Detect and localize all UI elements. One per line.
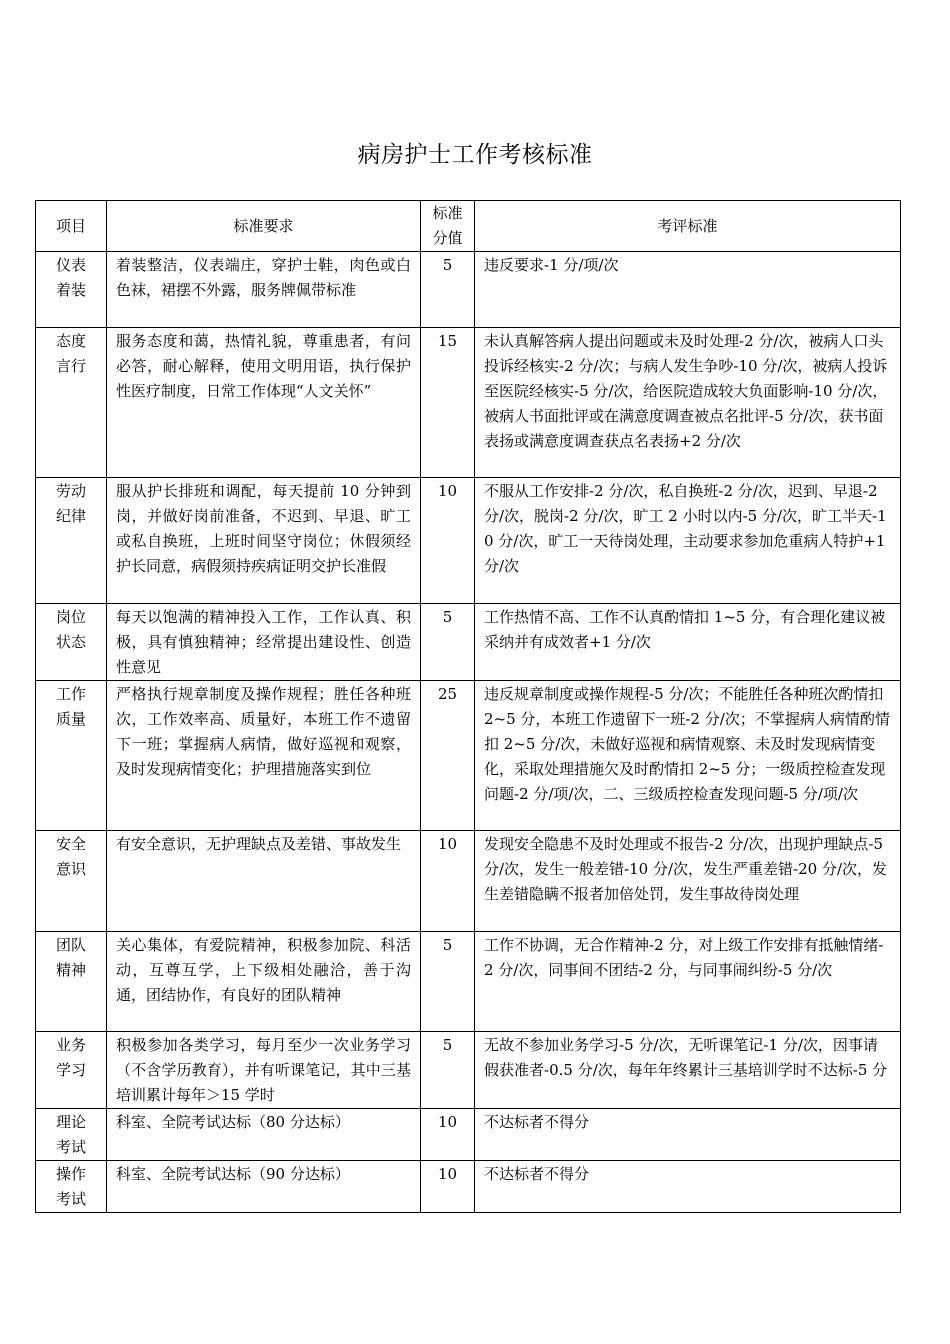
item-cell: [36, 681, 107, 831]
table-row: [36, 681, 901, 831]
item-line1: 操作: [55, 1165, 86, 1183]
item-line2: 着装: [55, 281, 86, 299]
header-score-line2: 分值: [432, 229, 463, 247]
item-cell: [36, 831, 107, 932]
score-cell: 5: [421, 252, 475, 328]
item-line1: 安全: [55, 835, 86, 853]
criteria-cell: 未认真解答病人提出问题或未及时处理-2 分/次，被病人口头投诉经核实-2 分/次；与病人发生争吵-10 分/次，被病人投诉至医院经核实-5 分/次，给医院造成较大负面影响-10 分/次，被病人书面批评或在满意度调查被点名批评-5 分/次，获书面表扬或满意度调查获点名表扬+2 分/次: [475, 328, 901, 478]
requirement-cell: 严格执行规章制度及操作规程；胜任各种班次，工作效率高、质量好，本班工作不遗留下一班；掌握病人病情，做好巡视和观察，及时发现病情变化；护理措施落实到位: [107, 681, 421, 831]
item-cell: [36, 478, 107, 604]
item-line1: 劳动: [55, 482, 86, 500]
item-cell: [36, 252, 107, 328]
header-row: [36, 201, 901, 252]
item-line2: 言行: [55, 357, 86, 375]
requirement-cell: 每天以饱满的精神投入工作，工作认真、积极，具有慎独精神；经常提出建设性、创造性意见: [107, 604, 421, 681]
item-cell: [36, 328, 107, 478]
score-cell: 10: [421, 478, 475, 604]
item-cell: [36, 932, 107, 1032]
table-row: [36, 252, 901, 328]
header-criteria: 考评标准: [475, 201, 901, 252]
item-line2: 状态: [55, 633, 86, 651]
requirement-cell: 关心集体，有爱院精神，积极参加院、科活动，互尊互学，上下级相处融洽，善于沟通，团结协作，有良好的团队精神: [107, 932, 421, 1032]
score-cell: 5: [421, 604, 475, 681]
criteria-cell: 不达标者不得分: [475, 1161, 901, 1213]
score-cell: 5: [421, 932, 475, 1032]
score-cell: 10: [421, 831, 475, 932]
item-line2: 考试: [55, 1138, 86, 1156]
table-row: [36, 328, 901, 478]
item-line1: 岗位: [55, 608, 86, 626]
requirement-cell: 服务态度和蔼，热情礼貌，尊重患者，有问必答，耐心解释，使用文明用语，执行保护性医疗制度，日常工作体现“人文关怀”: [107, 328, 421, 478]
score-cell: 25: [421, 681, 475, 831]
header-score-line1: 标准: [432, 204, 463, 222]
item-line2: 质量: [55, 710, 86, 728]
score-cell: 5: [421, 1032, 475, 1109]
criteria-cell: 违反要求-1 分/项/次: [475, 252, 901, 328]
item-line2: 学习: [55, 1061, 86, 1079]
table-row: [36, 1161, 901, 1213]
criteria-cell: 不服从工作安排-2 分/次，私自换班-2 分/次，迟到、早退-2 分/次，脱岗-2 分/次，旷工 2 小时以内-5 分/次，旷工半天-10 分/次，旷工一天待岗处理，主动要求参加危重病人特护+1 分/次: [475, 478, 901, 604]
table-row: [36, 604, 901, 681]
item-cell: [36, 604, 107, 681]
header-requirement: 标准要求: [107, 201, 421, 252]
item-line1: 工作: [55, 685, 86, 703]
table-row: [36, 831, 901, 932]
item-line1: 团队: [55, 936, 86, 954]
item-cell: [36, 1109, 107, 1161]
table-row: [36, 1032, 901, 1109]
table-row: [36, 1109, 901, 1161]
score-cell: 15: [421, 328, 475, 478]
criteria-cell: 违反规章制度或操作规程-5 分/次；不能胜任各种班次酌情扣 2~5 分，本班工作遗留下一班-2 分/次；不掌握病人病情酌情扣 2~5 分/次，未做好巡视和病情观察、未及时发现病情变化，采取处理措施欠及时酌情扣 2~5 分；一级质控检查发现问题-2 分/项/次，二、三级质控检查发现问题-5 分/项/次: [475, 681, 901, 831]
requirement-cell: 服从护长排班和调配，每天提前 10 分钟到岗，并做好岗前准备，不迟到、早退、旷工或私自换班，上班时间坚守岗位；休假须经护长同意，病假须持疾病证明交护长准假: [107, 478, 421, 604]
criteria-cell: 发现安全隐患不及时处理或不报告-2 分/次，出现护理缺点-5 分/次，发生一般差错-10 分/次，发生严重差错-20 分/次，发生差错隐瞒不报者加倍处罚，发生事故待岗处理: [475, 831, 901, 932]
item-cell: [36, 1032, 107, 1109]
table-row: [36, 478, 901, 604]
table-row: [36, 932, 901, 1032]
criteria-cell: 工作热情不高、工作不认真酌情扣 1~5 分，有合理化建议被采纳并有成效者+1 分/次: [475, 604, 901, 681]
item-line2: 纪律: [55, 507, 86, 525]
header-item: 项目: [36, 201, 107, 252]
item-line1: 仪表: [55, 256, 86, 274]
item-line2: 意识: [55, 860, 86, 878]
score-cell: 10: [421, 1109, 475, 1161]
item-line2: 精神: [55, 961, 86, 979]
requirement-cell: 科室、全院考试达标（90 分达标）: [107, 1161, 421, 1213]
item-line1: 理论: [55, 1113, 86, 1131]
item-line1: 业务: [55, 1036, 86, 1054]
requirement-cell: 科室、全院考试达标（80 分达标）: [107, 1109, 421, 1161]
header-score: [421, 201, 475, 252]
requirement-cell: 积极参加各类学习，每月至少一次业务学习（不含学历教育），并有听课笔记，其中三基培训累计每年＞15 学时: [107, 1032, 421, 1109]
score-cell: 10: [421, 1161, 475, 1213]
item-line1: 态度: [55, 332, 86, 350]
item-line2: 考试: [55, 1190, 86, 1208]
assessment-table: [35, 200, 901, 1213]
criteria-cell: 不达标者不得分: [475, 1109, 901, 1161]
item-cell: [36, 1161, 107, 1213]
requirement-cell: 着装整洁，仪表端庄，穿护士鞋，肉色或白色袜，裙摆不外露，服务牌佩带标准: [107, 252, 421, 328]
requirement-cell: 有安全意识，无护理缺点及差错、事故发生: [107, 831, 421, 932]
document-title: 病房护士工作考核标准: [357, 142, 593, 168]
criteria-cell: 无故不参加业务学习-5 分/次，无听课笔记-1 分/次，因事请假获准者-0.5 分/次，每年年终累计三基培训学时不达标-5 分: [475, 1032, 901, 1109]
criteria-cell: 工作不协调，无合作精神-2 分，对上级工作安排有抵触情绪-2 分/次，同事间不团结-2 分，与同事闹纠纷-5 分/次: [475, 932, 901, 1032]
